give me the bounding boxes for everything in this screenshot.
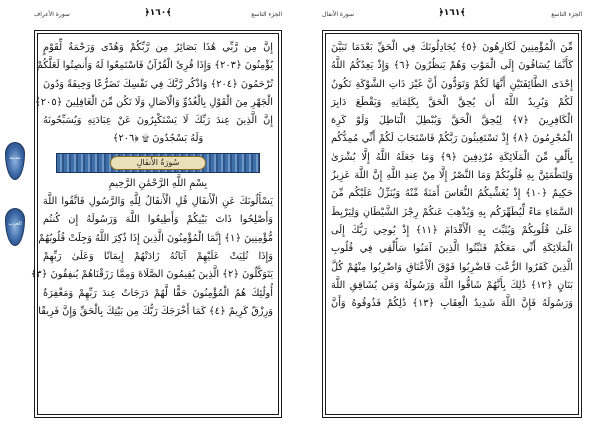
text-line: وَأَصْلِحُوا ذَاتَ بَيْنِكُمْ وَأَطِيعُوا اللَّهَ وَرَسُولَهُ إِن كُنتُم bbox=[43, 214, 273, 226]
text-line: يَسْأَلُونَكَ عَنِ الْأَنفَالِ قُلِ الْأَنفَالُ لِلَّهِ وَالرَّسُولِ فَاتَّقُوا اللَّهَ bbox=[43, 196, 273, 208]
text-line: يُؤْمِنُونَ ﴿٢٠٣﴾ وَإِذَا قُرِئَ الْقُرْآنُ فَاسْتَمِعُوا لَهُ وَأَنصِتُوا لَعَلَّكُمْ bbox=[36, 60, 273, 72]
text-line: يَتَوَكَّلُونَ ﴿٢﴾ الَّذِينَ يُقِيمُونَ الصَّلَاةَ وَمِمَّا رَزَقْنَاهُمْ يُنفِقُونَ ﴿٣﴾ bbox=[30, 269, 273, 281]
text-line: تُرْحَمُونَ ﴿٢٠٤﴾ وَاذْكُر رَّبَّكَ فِي نَفْسِكَ تَضَرُّعًا وَخِيفَةً وَدُونَ bbox=[43, 78, 273, 90]
text-line: الْكَافِرِينَ ﴿٧﴾ لِيُحِقَّ الْحَقَّ وَيُبْطِلَ الْبَاطِلَ وَلَوْ كَرِهَ bbox=[331, 115, 573, 127]
text-line: وَرِزْقٌ كَرِيمٌ ﴿٤﴾ كَمَا أَخْرَجَكَ رَبُّكَ مِن بَيْتِكَ بِالْحَقِّ وَإِنَّ فَرِيقًا bbox=[38, 305, 273, 317]
ornament-drop bbox=[5, 142, 25, 180]
text-line: وَإِذَا تُلِيَتْ عَلَيْهِمْ آيَاتُهُ زَادَتْهُمْ إِيمَانًا وَعَلَىٰ رَبِّهِمْ bbox=[43, 250, 273, 262]
right-text-frame bbox=[322, 30, 582, 418]
left-page-number: ﴿١٦٠﴾ bbox=[144, 8, 172, 18]
text-line: إِحْدَى الطَّائِفَتَيْنِ أَنَّهَا لَكُمْ وَتَوَدُّونَ أَنَّ غَيْرَ ذَاتِ الشَّوْكَةِ تَكُونُ bbox=[331, 78, 573, 90]
right-surah-header: سورة الأنفال bbox=[322, 11, 355, 18]
text-line: وَلَهُ يَسْجُدُونَ ۩ ﴿٢٠٦﴾ bbox=[112, 133, 204, 145]
madaniyyah-ornament-icon bbox=[2, 142, 28, 180]
text-line: كَأَنَّمَا يُسَاقُونَ إِلَى الْمَوْتِ وَهُمْ يَنظُرُونَ ﴿٦﴾ وَإِذْ يَعِدُكُمُ اللَّهُ bbox=[331, 60, 573, 72]
text-line: بِأَلْفٍ مِّنَ الْمَلَائِكَةِ مُرْدِفِينَ ﴿٩﴾ وَمَا جَعَلَهُ اللَّهُ إِلَّا بُشْرَىٰ bbox=[331, 151, 573, 163]
text-line: مُّؤْمِنِينَ ﴿١﴾ إِنَّمَا الْمُؤْمِنُونَ الَّذِينَ إِذَا ذُكِرَ اللَّهُ وَجِلَتْ قُلُوبُهُمْ bbox=[38, 232, 273, 244]
text-line: أُولَٰئِكَ هُمُ الْمُؤْمِنُونَ حَقًّا لَّهُمْ دَرَجَاتٌ عِندَ رَبِّهِمْ وَمَغْفِرَةٌ bbox=[43, 287, 273, 299]
left-surah-header: سورة الأعراف bbox=[34, 11, 70, 18]
right-juz-header: الجزء التاسع bbox=[551, 11, 582, 18]
text-line: بَنَانٍ ﴿١٢﴾ ذَٰلِكَ بِأَنَّهُمْ شَاقُّوا اللَّهَ وَرَسُولَهُ وَمَن يُشَاقِقِ اللَّهَ bbox=[331, 279, 573, 291]
left-page bbox=[30, 6, 282, 418]
text-line: السَّمَاءِ مَاءً لِّيُطَهِّرَكُم بِهِ وَيُذْهِبَ عَنكُمْ رِجْزَ الشَّيْطَانِ وَلِيَرْبِطَ bbox=[331, 206, 573, 218]
right-page-number: ﴿١٦١﴾ bbox=[438, 8, 466, 18]
text-line: الْمَلَائِكَةِ أَنِّي مَعَكُمْ فَثَبِّتُوا الَّذِينَ آمَنُوا سَأُلْقِي فِي قُلُوبِ bbox=[331, 243, 573, 255]
text-line: وَلِتَطْمَئِنَّ بِهِ قُلُوبُكُمْ وَمَا النَّصْرُ إِلَّا مِنْ عِندِ اللَّهِ إِنَّ اللَّهَ عَزِيزٌ bbox=[331, 170, 573, 182]
text-line: لَكُمْ وَيُرِيدُ اللَّهُ أَن يُحِقَّ الْحَقَّ بِكَلِمَاتِهِ وَيَقْطَعَ دَابِرَ bbox=[331, 96, 573, 108]
text-line: إِنَّ مِن رَّبِّي هَٰذَا بَصَائِرُ مِن رَّبِّكُمْ وَهُدًى وَرَحْمَةٌ لِّقَوْمٍ bbox=[43, 42, 273, 53]
text-line: مِّنَ الْمُؤْمِنِينَ لَكَارِهُونَ ﴿٥﴾ يُجَادِلُونَكَ فِي الْحَقِّ بَعْدَمَا تَبَيَّنَ bbox=[331, 42, 574, 53]
left-juz-header: الجزء التاسع bbox=[251, 11, 282, 18]
right-page-header bbox=[322, 6, 582, 28]
text-line: عَلَىٰ قُلُوبِكُمْ وَيُثَبِّتَ بِهِ الْأَقْدَامَ ﴿١١﴾ إِذْ يُوحِي رَبُّكَ إِلَى bbox=[331, 224, 573, 236]
ornament-label: الحزب bbox=[8, 221, 22, 227]
text-line: إِنَّ الَّذِينَ عِندَ رَبِّكَ لَا يَسْتَكْبِرُونَ عَنْ عِبَادَتِهِ وَيُسَبِّحُونَهُ bbox=[43, 115, 273, 127]
basmala: بِسْمِ اللَّهِ الرَّحْمَٰنِ الرَّحِيمِ bbox=[108, 177, 208, 189]
text-line: الَّذِينَ كَفَرُوا الرُّعْبَ فَاضْرِبُوا فَوْقَ الْأَعْنَاقِ وَاضْرِبُوا مِنْهُمْ كُلَّ bbox=[331, 261, 573, 273]
ornament-drop bbox=[5, 208, 25, 246]
right-page bbox=[322, 6, 582, 418]
text-line: الْجَهْرِ مِنَ الْقَوْلِ بِالْغُدُوِّ وَالْآصَالِ وَلَا تَكُن مِّنَ الْغَافِلِينَ ﴿٢٠٥﴾ bbox=[35, 96, 273, 108]
text-line: وَرَسُولَهُ فَإِنَّ اللَّهَ شَدِيدُ الْعِقَابِ ﴿١٣﴾ ذَٰلِكُمْ فَذُوقُوهُ وَأَنَّ bbox=[331, 298, 573, 310]
text-line: الْمُجْرِمُونَ ﴿٨﴾ إِذْ تَسْتَغِيثُونَ رَبَّكُمْ فَاسْتَجَابَ لَكُمْ أَنِّي مُمِدُّكُم bbox=[331, 133, 573, 145]
hizb-ornament-icon bbox=[2, 208, 28, 246]
left-text-frame bbox=[30, 30, 282, 418]
surah-title: سُورَةُ الأَنفَالِ bbox=[110, 156, 206, 170]
left-page-header bbox=[34, 6, 282, 28]
text-line: حَكِيمٌ ﴿١٠﴾ إِذْ يُغَشِّيكُمُ النُّعَاسَ أَمَنَةً مِّنْهُ وَيُنَزِّلُ عَلَيْكُم مِّنَ bbox=[331, 188, 573, 200]
ornament-label: مدنية bbox=[9, 155, 21, 161]
surah-title-banner bbox=[56, 153, 260, 173]
